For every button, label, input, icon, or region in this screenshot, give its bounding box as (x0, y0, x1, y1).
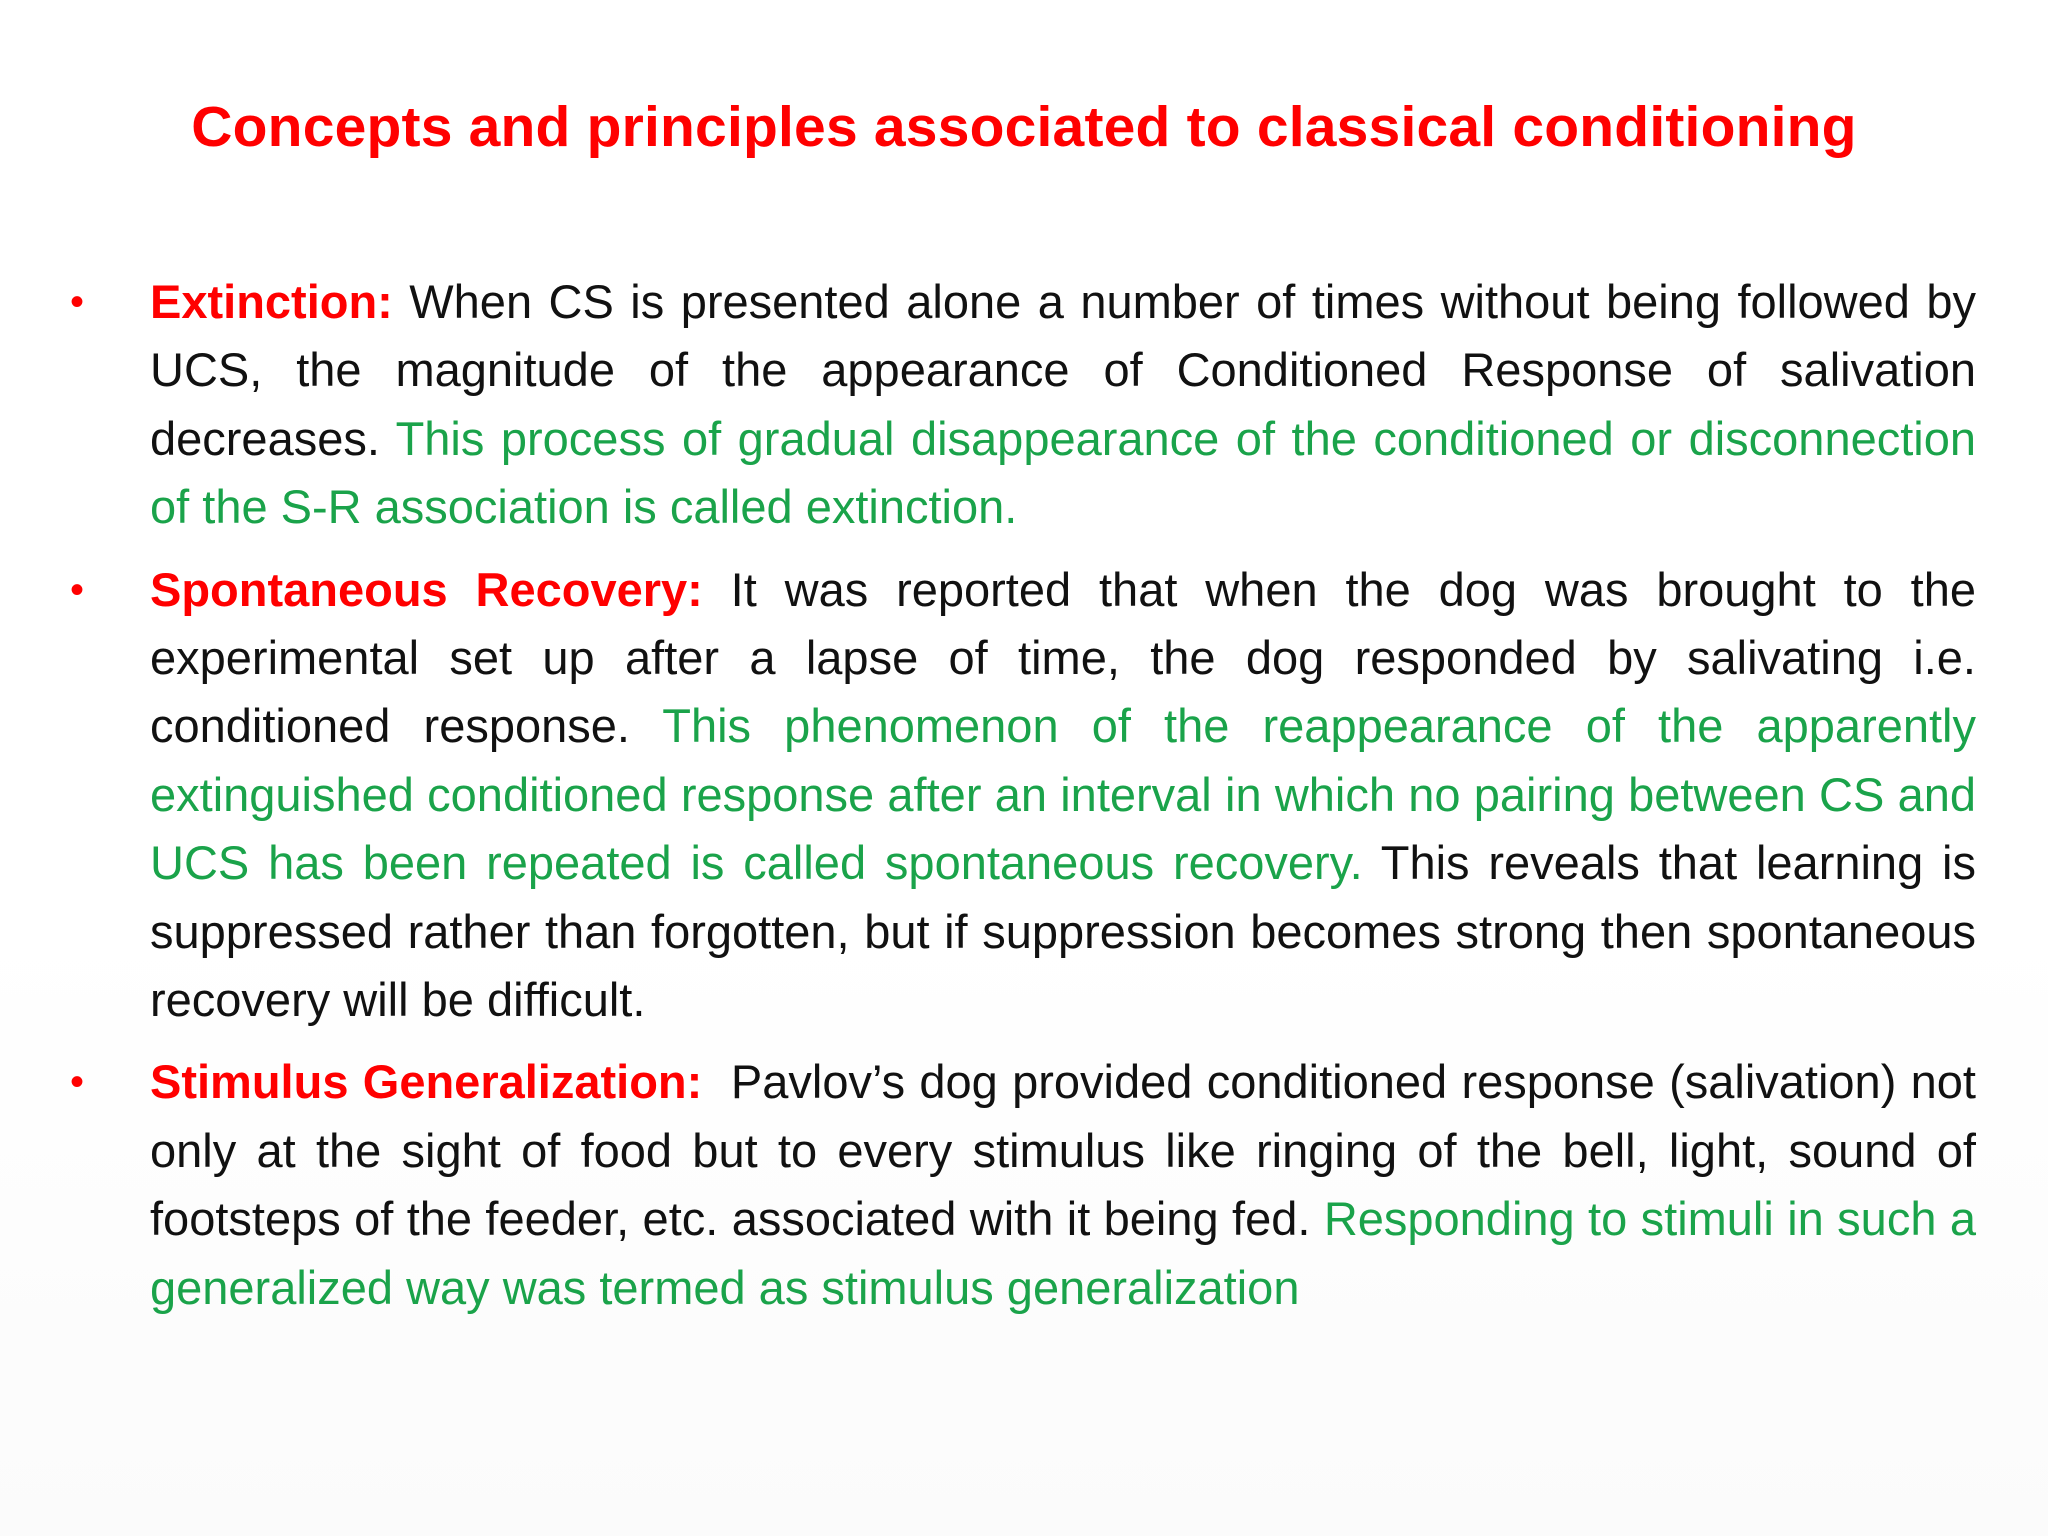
term-label: Stimulus Generalization: (150, 1055, 703, 1109)
highlight-text: This process of gradual disappearance of the conditioned or disconnection of the S-R association is called extinction. (150, 411, 1976, 534)
body-text: It was reported that when the dog was brought to the experimental set up after a lapse of time, the dog responded by salivating i.e. conditioned response. (150, 562, 1977, 753)
bullet-dot-icon: • (70, 567, 85, 612)
bullet-item-extinction (70, 268, 1976, 542)
bullet-item-spontaneous-recovery (70, 556, 1977, 1035)
term-label: Spontaneous Recovery: (150, 562, 703, 616)
body-text: Pavlov’s dog provided conditioned response (salivation) not only at the sight of food but to every stimulus like ringing of the bell, light, sound of footsteps of the feeder, etc. associated with it being fed. (150, 1055, 1990, 1246)
highlight-text: Responding to stimuli in such a generalized way was termed as stimulus generalization (150, 1192, 1976, 1314)
body-text: When CS is presented alone a number of times without being followed by UCS, the magnitude of the appearance of Conditioned Response of salivation decreases. (150, 275, 1976, 465)
tail-text: This reveals that learning is suppressed rather than forgotten, but if suppression becomes strong then spontaneous recovery will be difficult. (150, 836, 1976, 1027)
slide-title: Concepts and principles associated to classical conditioning (191, 95, 1857, 159)
bullet-list (70, 268, 1990, 1336)
bullet-dot-icon: • (70, 1060, 85, 1105)
bullet-dot-icon: • (70, 280, 85, 324)
highlight-text: This phenomenon of the reappearance of the apparently extinguished conditioned response after an interval in which no pairing between CS and UCS has been repeated is called spontaneous recovery. (150, 699, 1976, 890)
bullet-item-stimulus-generalization (70, 1048, 1990, 1322)
term-label: Extinction: (150, 275, 393, 328)
